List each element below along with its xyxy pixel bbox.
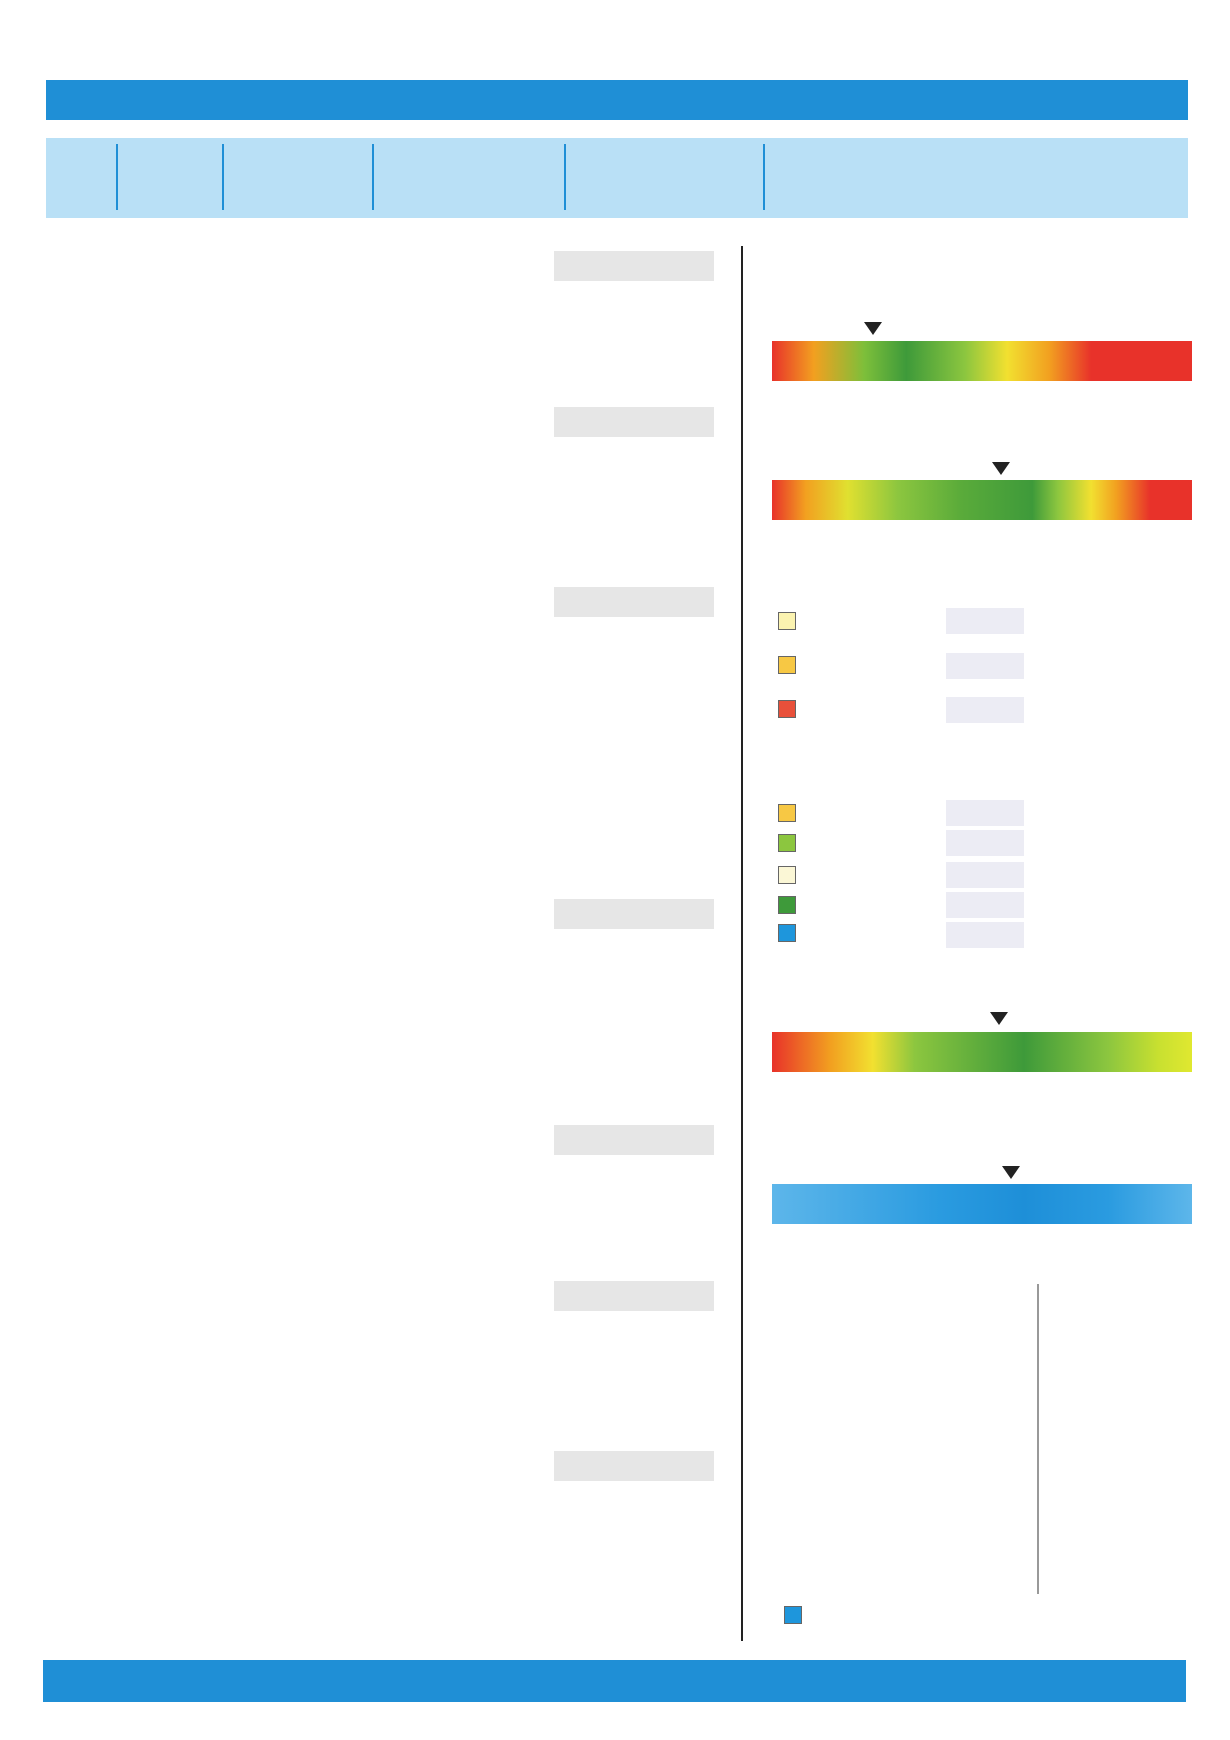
lean-mass-swatch: [778, 834, 796, 852]
weight-value: [554, 251, 714, 281]
fat-mass-pie-chart: [1046, 598, 1182, 734]
ffmi-value: [554, 1125, 714, 1155]
adipose-value: [946, 800, 1024, 826]
info-separator: [372, 144, 374, 210]
column-divider: [741, 246, 743, 1641]
info-separator: [763, 144, 765, 210]
water-pointer: [1002, 1166, 1020, 1179]
bmi-scale-bar: [772, 341, 1192, 381]
water-scale-bar: [772, 1184, 1192, 1224]
ffmi-pointer: [990, 1012, 1008, 1025]
water-swatch: [778, 924, 796, 942]
storage-fat-value: [946, 653, 1024, 679]
info-separator: [222, 144, 224, 210]
bodyfat-pointer: [992, 462, 1010, 475]
muscle-protein-value: [946, 892, 1024, 918]
info-separator: [564, 144, 566, 210]
excess-fat-value: [946, 697, 1024, 723]
bodyfat-scale-bar: [772, 480, 1192, 520]
lean-mass-value: [946, 830, 1024, 856]
info-separator: [116, 144, 118, 210]
essential-fat-value: [946, 608, 1024, 634]
bodyfat-value: [554, 587, 714, 617]
excess-fat-swatch: [778, 700, 796, 718]
composition-donut-chart: [1046, 800, 1182, 936]
bmi-pointer: [864, 322, 882, 335]
bmr-bar-chart: [990, 1284, 1170, 1604]
muscle-protein-swatch: [778, 896, 796, 914]
essential-fat-swatch: [778, 612, 796, 630]
bmr-legend-swatch: [784, 1606, 802, 1624]
bmi-value: [554, 407, 714, 437]
bone-swatch: [778, 866, 796, 884]
bmr-value: [554, 1451, 714, 1481]
adipose-swatch: [778, 804, 796, 822]
client-info-band: [46, 138, 1188, 218]
storage-fat-swatch: [778, 656, 796, 674]
footer-bar: [43, 1660, 1186, 1702]
bone-value: [946, 862, 1024, 888]
water-value-box: [946, 922, 1024, 948]
client-name-banner: [46, 80, 1188, 120]
ffmi-scale-bar: [772, 1032, 1192, 1072]
water-value: [554, 1281, 714, 1311]
ffm-value: [554, 899, 714, 929]
